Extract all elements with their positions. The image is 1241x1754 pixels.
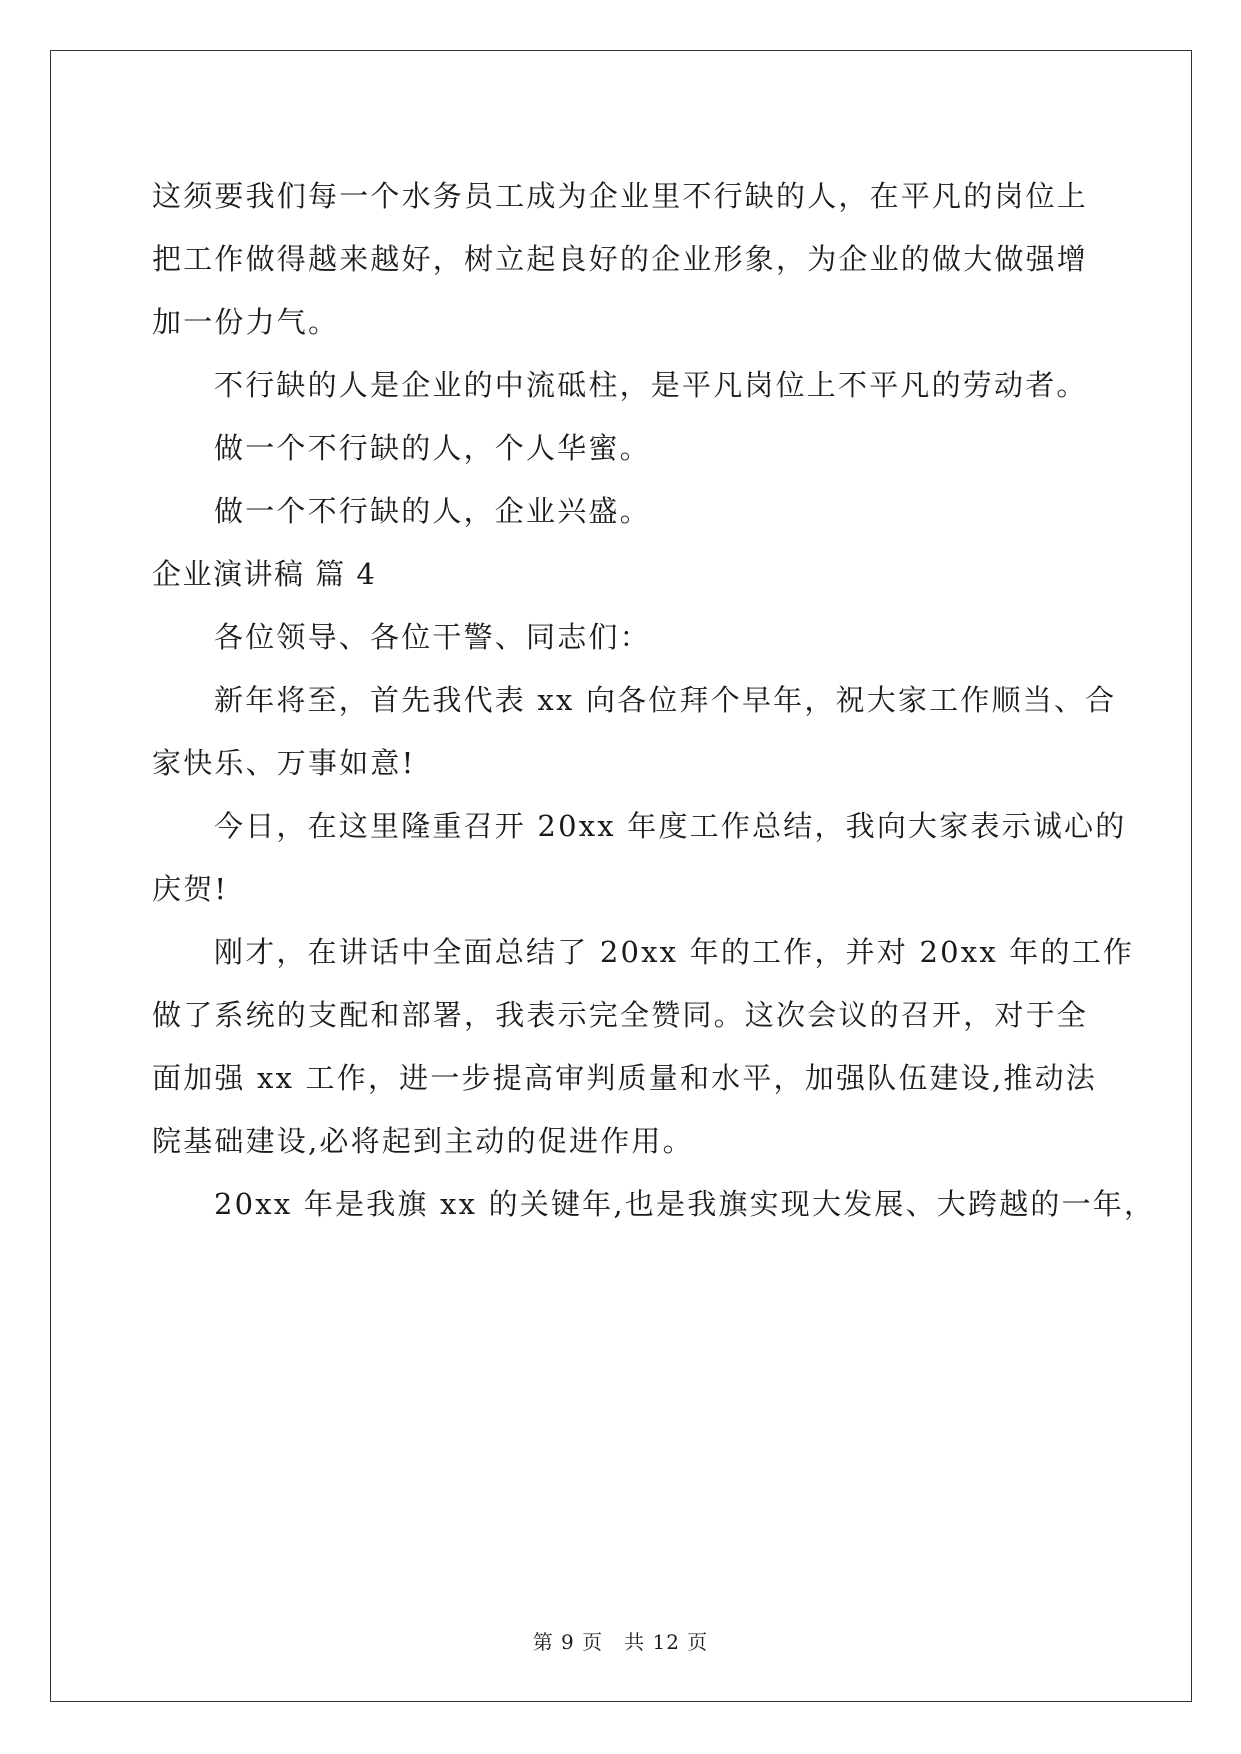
text-line: 加一份力气。 — [152, 305, 340, 339]
text-line: 新年将至，首先我代表 xx 向各位拜个早年，祝大家工作顺当、合 — [214, 683, 1117, 717]
text-line: 不行缺的人是企业的中流砥柱，是平凡岗位上不平凡的劳动者。 — [214, 368, 1088, 402]
text-line: 做了系统的支配和部署，我表示完全赞同。这次会议的召开，对于全 — [152, 998, 1089, 1032]
text-line: 面加强 xx 工作，进一步提高审判质量和水平，加强队伍建设,推动法 — [152, 1061, 1097, 1095]
text-line: 做一个不行缺的人，个人华蜜。 — [214, 431, 651, 465]
section-heading: 企业演讲稿 篇 4 — [152, 557, 377, 591]
text-line: 刚才，在讲话中全面总结了 20xx 年的工作，并对 20xx 年的工作 — [214, 935, 1135, 969]
text-line: 今日，在这里隆重召开 20xx 年度工作总结，我向大家表示诚心的 — [214, 809, 1127, 843]
text-line: 院基础建设,必将起到主动的促进作用。 — [152, 1124, 694, 1158]
page-number: 第 9 页 共 12 页 — [532, 1630, 709, 1654]
text-line: 这须要我们每一个水务员工成为企业里不行缺的人，在平凡的岗位上 — [152, 179, 1089, 213]
text-line: 庆贺! — [152, 872, 229, 906]
text-line: 20xx 年是我旗 xx 的关键年,也是我旗实现大发展、大跨越的一年， — [214, 1187, 1156, 1221]
document-body — [152, 165, 1156, 1236]
text-line: 做一个不行缺的人，企业兴盛。 — [214, 494, 651, 528]
salutation: 各位领导、各位干警、同志们： — [214, 620, 651, 654]
text-line: 家快乐、万事如意! — [152, 746, 416, 780]
text-line: 把工作做得越来越好，树立起良好的企业形象，为企业的做大做强增 — [152, 242, 1089, 276]
